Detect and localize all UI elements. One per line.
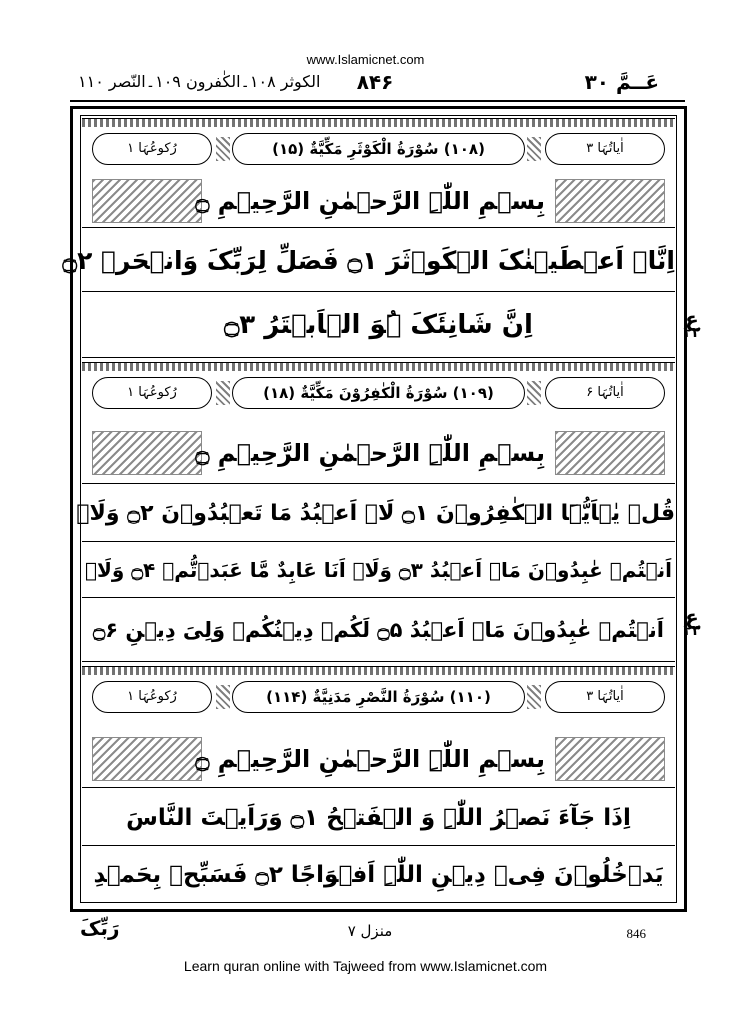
page-number: 846 bbox=[626, 926, 646, 941]
manzil-label: منزل ۷ bbox=[347, 922, 393, 940]
arabesque-panel bbox=[555, 431, 665, 475]
surah-title: (۱۱۰) سُوْرَةُ النَّصْرِ مَدَنِيَّةٌ (۱۱۴) bbox=[232, 681, 525, 713]
ornament-icon bbox=[527, 381, 541, 405]
catchword: رَبِّکَ bbox=[80, 916, 120, 940]
arabesque-panel bbox=[92, 179, 202, 223]
ruku-number: ۲۲ bbox=[683, 325, 701, 341]
surah-title: (۱۰۸) سُوْرَةُ الْكَوْثَرِ مَكِّيَّةٌ (۱۵) bbox=[232, 133, 525, 165]
bismillah-row bbox=[92, 179, 665, 223]
chain-border bbox=[82, 363, 675, 371]
ruku-number: ۲۳ bbox=[683, 623, 701, 639]
verse-line: اِنَّاۤ اَعۡطَیۡنٰکَ الۡکَوۡثَرَ ۝۱ فَصَلِّ لِرَبِّکَ وَانۡحَرۡ ۝۲ bbox=[82, 230, 675, 292]
bismillah-row bbox=[92, 737, 665, 781]
ornament-icon bbox=[216, 685, 230, 709]
ruku-symbol: ع bbox=[685, 605, 699, 629]
site-url: www.Islamicnet.com bbox=[306, 52, 425, 67]
header-surah-range: الکوثر ۱۰۸۔الکٰفرون ۱۰۹۔النّصر ۱۱۰ bbox=[78, 72, 321, 91]
verse-line: اَنۡتُمۡ عٰبِدُوۡنَ مَاۤ اَعۡبُدُ ۝۵ لَکُمۡ دِیۡنُکُمۡ وَلِیَ دِیۡنِ ۝۶ bbox=[82, 598, 675, 662]
ayat-count-cartouche: اٰیاتُہَا ۳ bbox=[545, 681, 665, 713]
bismillah: بِسۡمِ اللّٰہِ الرَّحۡمٰنِ الرَّحِیۡمِ ۝ bbox=[195, 439, 545, 467]
verse-line: اِذَا جَآءَ نَصۡرُ اللّٰہِ وَ الۡفَتۡحُ ۝۱ وَرَاَیۡتَ النَّاسَ bbox=[82, 790, 675, 846]
bismillah: بِسۡمِ اللّٰہِ الرَّحۡمٰنِ الرَّحِیۡمِ ۝ bbox=[195, 187, 545, 215]
bismillah: بِسۡمِ اللّٰہِ الرَّحۡمٰنِ الرَّحِیۡمِ ۝ bbox=[195, 745, 545, 773]
ruku-mark bbox=[677, 307, 707, 341]
surah-title-row bbox=[92, 681, 665, 715]
arabesque-panel bbox=[555, 179, 665, 223]
verse-line: یَدۡخُلُوۡنَ فِیۡ دِیۡنِ اللّٰہِ اَفۡوَاجًا ۝۲ فَسَبِّحۡ بِحَمۡدِ bbox=[93, 862, 664, 888]
surah-title-row bbox=[92, 377, 665, 411]
chain-border bbox=[82, 667, 675, 675]
arabesque-panel bbox=[92, 737, 202, 781]
surah-header-kawthar bbox=[82, 118, 675, 228]
ruku-count-cartouche: رُکوعُہَا ۱ bbox=[92, 377, 212, 409]
ornament-icon bbox=[527, 137, 541, 161]
surah-header-kafirun bbox=[82, 362, 675, 484]
verse-line: قُلۡ یٰۤاَیُّہَا الۡکٰفِرُوۡنَ ۝۱ لَاۤ اَعۡبُدُ مَا تَعۡبُدُوۡنَ ۝۲ وَلَاۤ bbox=[82, 486, 675, 542]
bismillah-row bbox=[92, 431, 665, 475]
header-divider bbox=[70, 100, 685, 102]
verse-line: اِنَّ شَانِئَکَ ہُوَ الۡاَبۡتَرُ ۝۳ bbox=[82, 292, 675, 358]
surah-header-nasr bbox=[82, 666, 675, 788]
ornament-icon bbox=[216, 137, 230, 161]
chain-border bbox=[82, 119, 675, 127]
header-juz: عَــمَّ ۳۰ bbox=[584, 70, 659, 94]
ruku-mark bbox=[677, 605, 707, 639]
ayat-count-cartouche: اٰیاتُہَا ۳ bbox=[545, 133, 665, 165]
header-page-number: ۸۴۶ bbox=[356, 70, 394, 94]
ayat-count-cartouche: اٰیاتُہَا ۶ bbox=[545, 377, 665, 409]
verse-line: اَنۡتُمۡ عٰبِدُوۡنَ مَاۤ اَعۡبُدُ ۝۳ وَلَاۤ اَنَا عَابِدٌ مَّا عَبَدۡتُّمۡ ۝۴ وَلَاۤ bbox=[82, 542, 675, 598]
ruku-count-cartouche: رُکوعُہَا ۱ bbox=[92, 681, 212, 713]
arabesque-panel bbox=[92, 431, 202, 475]
arabesque-panel bbox=[555, 737, 665, 781]
surah-title-row bbox=[92, 133, 665, 167]
surah-title: (۱۰۹) سُوْرَةُ الْكٰفِرُوْنَ مَكِّيَّةٌ (۱۸) bbox=[232, 377, 525, 409]
ornament-icon bbox=[216, 381, 230, 405]
ruku-symbol: ع bbox=[685, 307, 699, 331]
ornament-icon bbox=[527, 685, 541, 709]
bottom-banner-text: Learn quran online with Tajweed from www.Islamicnet.com bbox=[183, 958, 548, 974]
ruku-count-cartouche: رُکوعُہَا ۱ bbox=[92, 133, 212, 165]
